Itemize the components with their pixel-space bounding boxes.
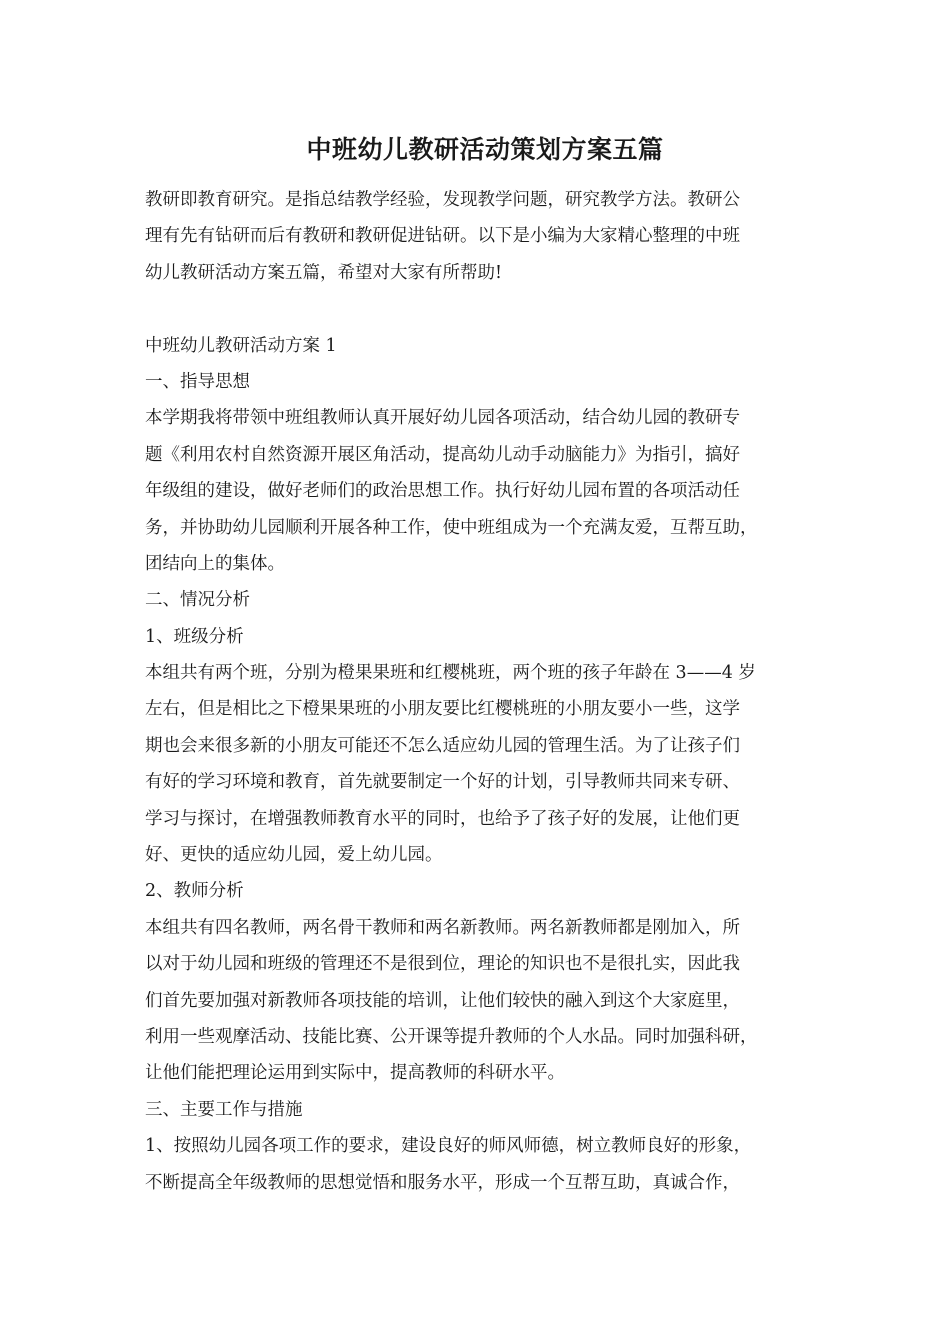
- text-line: 中班幼儿教研活动方案 1: [145, 335, 337, 356]
- text-line: 题《利用农村自然资源开展区角活动，提高幼儿动手动脑能力》为指引，搞好: [145, 444, 740, 465]
- text-line: 务，并协助幼儿园顺利开展各种工作，使中班组成为一个充满友爱，互帮互助，: [145, 517, 758, 538]
- text-line: 有好的学习环境和教育，首先就要制定一个好的计划，引导教师共同来专研、: [145, 772, 740, 793]
- text-line: 二、情况分析: [145, 590, 250, 611]
- text-line: 2、教师分析: [145, 881, 244, 902]
- text-line: 本组共有两个班，分别为橙果果班和红樱桃班，两个班的孩子年龄在 3——4 岁: [145, 663, 756, 684]
- document-title: 中班幼儿教研活动策划方案五篇: [306, 135, 664, 164]
- text-line: 教研即教育研究。是指总结教学经验，发现教学问题，研究教学方法。教研公: [145, 190, 740, 210]
- text-line: 学习与探讨，在增强教师教育水平的同时，也给予了孩子好的发展，让他们更: [145, 808, 740, 829]
- text-line: 1、班级分析: [145, 626, 244, 647]
- text-line: 期也会来很多新的小朋友可能还不怎么适应幼儿园的管理生活。为了让孩子们: [145, 735, 740, 756]
- text-line: 不断提高全年级教师的思想觉悟和服务水平，形成一个互帮互助，真诚合作，: [145, 1172, 740, 1193]
- text-line: 本组共有四名教师，两名骨干教师和两名新教师。两名新教师都是刚加入，所: [145, 917, 740, 938]
- text-line: 利用一些观摩活动、技能比赛、公开课等提升教师的个人水品。同时加强科研，: [145, 1026, 758, 1047]
- text-line: 让他们能把理论运用到实际中，提高教师的科研水平。: [145, 1063, 565, 1084]
- text-line: 们首先要加强对新教师各项技能的培训，让他们较快的融入到这个大家庭里，: [145, 990, 740, 1011]
- text-line: 好、更快的适应幼儿园，爱上幼儿园。: [145, 845, 443, 866]
- text-line: 三、主要工作与措施: [145, 1099, 303, 1120]
- document-body: [145, 182, 825, 1201]
- text-line: 理有先有钻研而后有教研和教研促进钻研。以下是小编为大家精心整理的中班: [145, 226, 740, 247]
- blank-line: [145, 291, 825, 327]
- text-line: 团结向上的集体。: [145, 553, 285, 574]
- text-line: 一、指导思想: [145, 371, 250, 392]
- text-line: 1、按照幼儿园各项工作的要求，建设良好的师风师德，树立教师良好的形象，: [145, 1136, 752, 1157]
- text-line: 本学期我将带领中班组教师认真开展好幼儿园各项活动，结合幼儿园的教研专: [145, 408, 740, 429]
- text-line: 左右，但是相比之下橙果果班的小朋友要比红樱桃班的小朋友要小一些，这学: [145, 699, 740, 720]
- text-line: 幼儿教研活动方案五篇，希望对大家有所帮助!: [145, 262, 503, 283]
- text-line: 以对于幼儿园和班级的管理还不是很到位，理论的知识也不是很扎实，因此我: [145, 954, 740, 975]
- text-line: 年级组的建设，做好老师们的政治思想工作。执行好幼儿园布置的各项活动任: [145, 481, 740, 502]
